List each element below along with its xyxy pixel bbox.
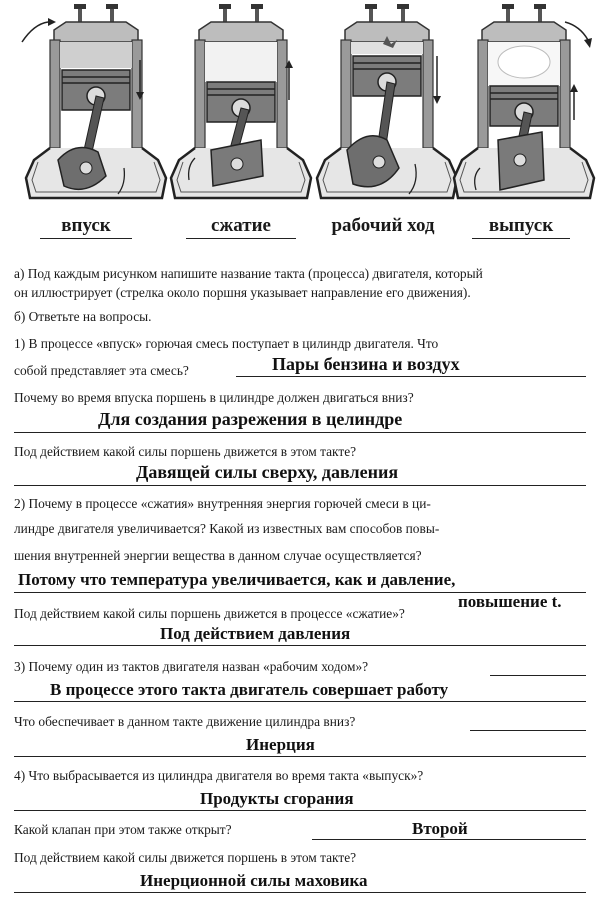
q3-answer1-line [14,701,586,702]
stroke-label-compression: сжатие [186,214,296,239]
q3-sub1: Что обеспечивает в данном такте движение цилиндра вниз? [14,714,356,729]
q1-answer1: Пары бензина и воздух [272,354,460,374]
q3-text-line [490,675,586,676]
q4-sub2: Под действием какой силы движется поршень в этом такте? [14,850,357,865]
q2-answer1b: повышение t. [458,592,562,611]
q2-text-line3: шения внутренней энергии вещества в данном случае осуществляется? [14,548,422,563]
q2-text-line2: линдре двигателя увеличивается? Какой из известных вам способов повы- [14,521,440,536]
q4-answer1-line [14,810,586,811]
instruction-a-line2: он иллюстрирует (стрелка около поршня указывает направление его движения). [14,285,471,300]
q2-answer1: Потому что температура увеличивается, как и давление, [18,570,456,589]
q1-answer2: Для создания разрежения в целиндре [98,409,403,429]
stroke-label-intake: впуск [40,214,132,239]
q1-text-line1: 1) В процессе «впуск» горючая смесь поступает в цилиндр двигателя. Что [14,336,439,351]
q4-answer3-line [14,892,586,893]
q3-text: 3) Почему один из тактов двигателя назван «рабочим ходом»? [14,659,369,674]
engine-stroke-diagrams [0,0,600,215]
q4-answer2-line [312,839,586,840]
q1-sub1: Почему во время впуска поршень в цилиндре должен двигаться вниз? [14,390,414,405]
q3-answer2-line [14,756,586,757]
q1-sub2: Под действием какой силы поршень движется в этом такте? [14,444,357,459]
q3-answer2: Инерция [246,735,315,754]
q2-answer2: Под действием давления [160,624,351,643]
q4-answer2: Второй [412,819,468,838]
q1-answer3-line [14,485,586,486]
stroke-label-power: рабочий ход [331,215,435,236]
q1-answer2-line [14,432,586,433]
q2-text-line1: 2) Почему в процессе «сжатия» внутренняя энергия горючей смеси в ци- [14,496,431,511]
q2-answer2-line [14,645,586,646]
q3-sub1-line [470,730,586,731]
q4-answer3: Инерционной силы маховика [140,871,368,890]
q2-sub1: Под действием какой силы поршень движется в процессе «сжатие»? [14,606,405,621]
q1-text-line2: собой представляет эта смесь? [14,363,189,378]
q4-answer1: Продукты сгорания [200,789,354,808]
stroke-label-exhaust: выпуск [472,214,570,239]
q3-answer1: В процессе этого такта двигатель совершает работу [50,680,449,699]
q4-sub1: Какой клапан при этом также открыт? [14,822,232,837]
instruction-a-line1: а) Под каждым рисунком напишите название такта (процесса) двигателя, который [14,266,483,281]
q1-answer1-line [236,376,586,377]
instruction-b: б) Ответьте на вопросы. [14,309,152,324]
q4-text: 4) Что выбрасывается из цилиндра двигателя во время такта «выпуск»? [14,768,424,783]
stroke-labels [0,214,600,244]
q1-answer3: Давящей силы сверху, давления [136,462,399,482]
